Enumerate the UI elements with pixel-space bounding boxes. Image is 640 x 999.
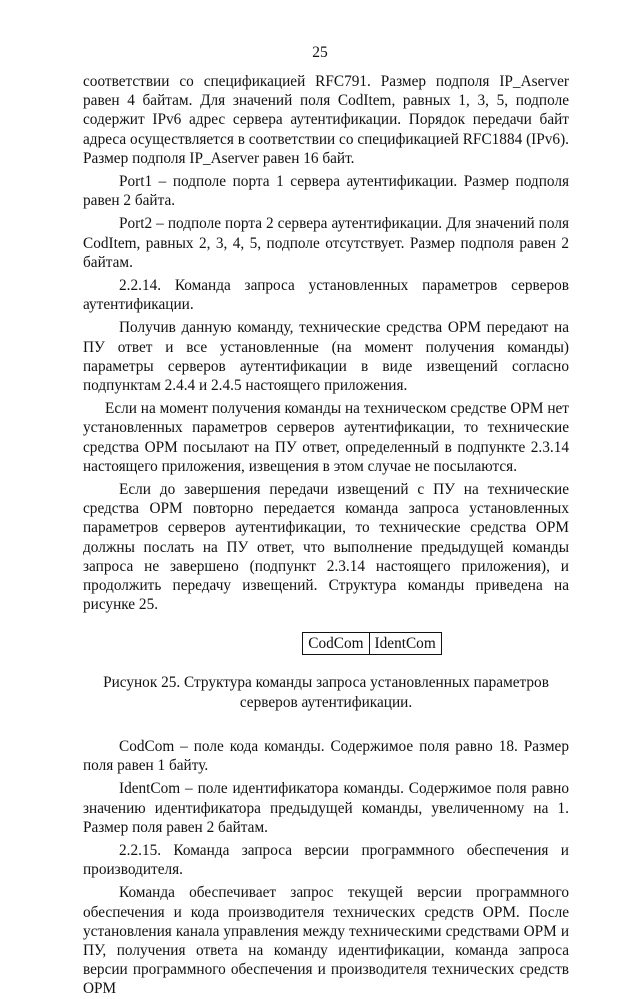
paragraph-repeat-request: Если до завершения передачи извещений с ПУ на технические средства ОРМ повторно передается команда запроса установленных параметров серверов аутентификации, то технические средства ОРМ должны послать на ПУ ответ, что выполнение предыдущей команды запроса не завершено (подпункт 2.3.14 настоящего приложения), и продолжить передачу извещений. Структура команды приведена на рисунке 25. xyxy=(83,481,569,614)
section-heading-2-2-14: 2.2.14. Команда запроса установленных параметров серверов аутентификации. xyxy=(83,277,569,314)
document-body xyxy=(83,72,569,999)
command-structure-table xyxy=(302,632,441,655)
paragraph-orm-response: Получив данную команду, технические средства ОРМ передают на ПУ ответ и все установленные (на момент получения команды) параметры серверов аутентификации в виде извещений согласно подпунктам 2.4.4 и 2.4.5 настоящего приложения. xyxy=(83,319,569,395)
section-heading-2-2-15: 2.2.15. Команда запроса версии программного обеспечения и производителя. xyxy=(83,841,569,879)
field-codcom-cell: CodCom xyxy=(308,635,364,653)
figure-caption xyxy=(83,673,569,711)
paragraph-port2: Port2 – подполе порта 2 сервера аутентификации. Для значений поля CodItem, равных 2, 3, 4, 5, подполе отсутствует. Размер подполя равен 2 байтам. xyxy=(83,215,569,271)
figure-caption-line1: Рисунок 25. Структура команды запроса установленных параметров xyxy=(103,674,549,692)
field-identcom-cell: IdentCom xyxy=(369,633,441,654)
paragraph-version-request: Команда обеспечивает запрос текущей версии программного обеспечения и кода производителя технических средств ОРМ. После установления канала управления между техническими средствами ОРМ и ПУ, получения ответа на команду идентификации, команда запроса версии программного обеспечения и производителя технических средств ОРМ xyxy=(83,884,569,998)
paragraph-codcom: CodCom – поле кода команды. Содержимое поля равно 18. Размер поля равен 1 байту. xyxy=(83,737,569,775)
paragraph-ip-aserver: соответствии со спецификацией RFC791. Размер подполя IP_Aserver равен 4 байтам. Для значений поля CodItem, равных 1, 3, 5, подполе содержит IPv6 адрес сервера аутентификации. Порядок передачи байт адреса осуществляется в соответствии со спецификацией RFC1884 (IPv6). Размер подполя IP_Aserver равен 16 байт. xyxy=(83,73,569,167)
figure-25 xyxy=(83,632,569,655)
paragraph-identcom: IdentCom – поле идентификатора команды. Содержимое поля равно значению идентификатора предыдущей команды, увеличенному на 1. Размер поля равен 2 байтам. xyxy=(83,780,569,836)
figure-caption-line2: серверов аутентификации. xyxy=(239,693,413,711)
paragraph-port1: Port1 – подполе порта 1 сервера аутентификации. Размер подполя равен 2 байта. xyxy=(83,173,569,210)
paragraph-no-params: Если на момент получения команды на техническом средстве ОРМ нет установленных параметров серверов аутентификации, то технические средства ОРМ посылают на ПУ ответ, определенный в подпункте 2.3.14 настоящего приложения, извещения в этом случае не посылаются. xyxy=(83,400,569,475)
page-number: 25 xyxy=(312,44,328,61)
